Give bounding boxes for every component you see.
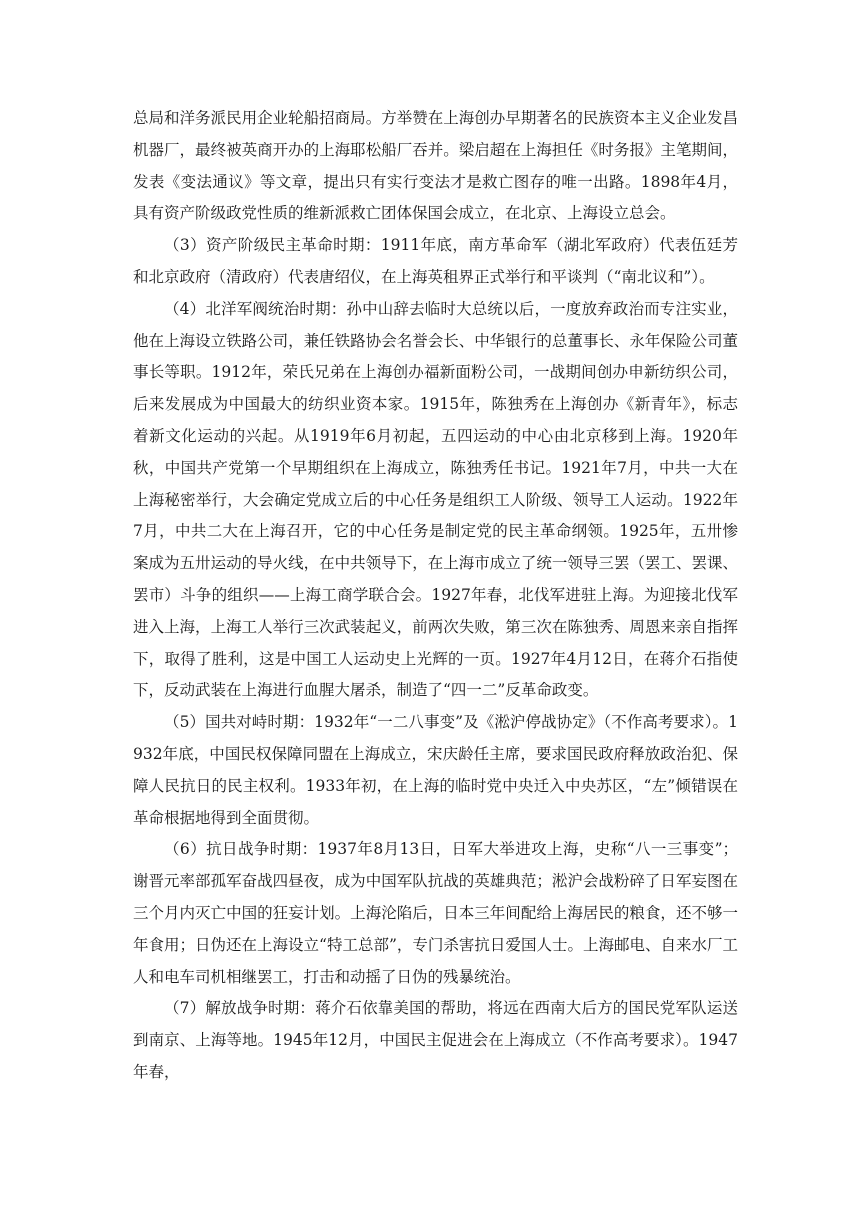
paragraph-anti-japanese-war: （6）抗日战争时期：1937年8月13日，日军大举进攻上海，史称“八一三事变”；谢晋元率部孤军奋战四昼夜，成为中国军队抗战的英雄典范；淞沪会战粉碎了日军妄图在三个月内灭亡中国的狂妄计划。上海沦陷后，日本三年间配给上海居民的粮食，还不够一年食用；日伪还在上海设立“特工总部”，专门杀害抗日爱国人士。上海邮电、自来水厂工人和电车司机相继罢工，打击和动摇了日伪的残暴统治。 bbox=[133, 840, 738, 986]
paragraph-kmt-cpc-confrontation: （5）国共对峙时期：1932年“一二八事变”及《淞沪停战协定》（不作高考要求）。1932年底，中国民权保障同盟在上海成立，宋庆龄任主席，要求国民政府释放政治犯、保障人民抗日的民主权利。1933年初，在上海的临时党中央迁入中央苏区，“左”倾错误在革命根据地得到全面贯彻。 bbox=[133, 713, 738, 827]
paragraph-bourgeois-revolution: （3）资产阶级民主革命时期：1911年底，南方革命军（湖北军政府）代表伍廷芳和北京政府（清政府）代表唐绍仪，在上海英租界正式举行和平谈判（“南北议和”）。 bbox=[133, 236, 738, 286]
paragraph-liberation-war: （7）解放战争时期：蒋介石依靠美国的帮助，将远在西南大后方的国民党军队运送到南京、上海等地。1945年12月，中国民主促进会在上海成立（不作高考要求）。1947年春， bbox=[133, 999, 738, 1081]
paragraph-beiyang-period: （4）北洋军阀统治时期：孙中山辞去临时大总统以后，一度放弃政治而专注实业，他在上海设立铁路公司，兼任铁路协会名誉会长、中华银行的总董事长、永年保险公司董事长等职。1912年，荣氏兄弟在上海创办福新面粉公司，一战期间创办申新纺织公司，后来发展成为中国最大的纺织业资本家。1915年，陈独秀在上海创办《新青年》，标志着新文化运动的兴起。从1919年6月初起，五四运动的中心由北京移到上海。1920年秋，中国共产党第一个早期组织在上海成立，陈独秀任书记。1921年7月，中共一大在上海秘密举行，大会确定党成立后的中心任务是组织工人阶级、领导工人运动。1922年7月，中共二大在上海召开，它的中心任务是制定党的民主革命纲领。1925年，五卅惨案成为五卅运动的导火线，在中共领导下，在上海市成立了统一领导三罢（罢工、罢课、罢市）斗争的组织——上海工商学联合会。1927年春，北伐军进驻上海。为迎接北伐军进入上海，上海工人举行三次武装起义，前两次失败，第三次在陈独秀、周恩来亲自指挥下，取得了胜利，这是中国工人运动史上光辉的一页。1927年4月12日，在蒋介石指使下，反动武装在上海进行血腥大屠杀，制造了“四一二”反革命政变。 bbox=[133, 299, 738, 700]
body-text bbox=[133, 103, 738, 1089]
paragraph-continuation: 总局和洋务派民用企业轮船招商局。方举赞在上海创办早期著名的民族资本主义企业发昌机器厂，最终被英商开办的上海耶松船厂吞并。梁启超在上海担任《时务报》主笔期间，发表《变法通议》等文章，提出只有实行变法才是救亡图存的唯一出路。1898年4月，具有资产阶级政党性质的维新派救亡团体保国会成立，在北京、上海设立总会。 bbox=[133, 109, 738, 223]
